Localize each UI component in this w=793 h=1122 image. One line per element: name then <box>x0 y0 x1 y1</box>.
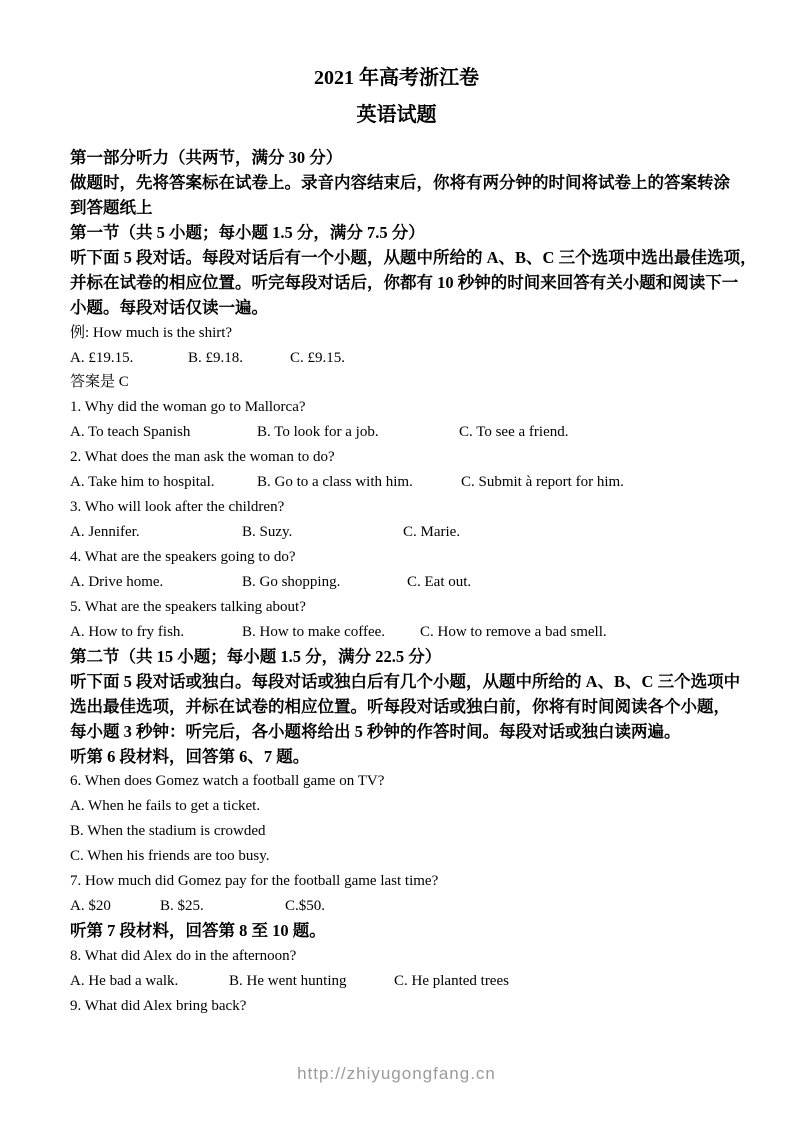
option-a: A. Jennifer. <box>70 524 140 541</box>
question-7: 7. How much did Gomez pay for the football game last time? <box>70 873 439 890</box>
section1-heading: 第一节（共 5 小题；每小题 1.5 分，满分 7.5 分） <box>70 222 425 242</box>
question-2-options-row <box>70 470 723 495</box>
question-6-option-b: B. When the stadium is crowded <box>70 823 266 840</box>
section2-instructions-line-1: 听下面 5 段对话或独白。每段对话或独白后有几个小题，从题中所给的 A、B、C 三个选项中 <box>70 671 741 691</box>
option-b: B. Suzy. <box>242 524 293 541</box>
section2-heading: 第二节（共 15 小题；每小题 1.5 分，满分 22.5 分） <box>70 646 442 666</box>
question-3-options-row <box>70 520 723 545</box>
option-c: C. Marie. <box>403 524 461 541</box>
question-8: 8. What did Alex do in the afternoon? <box>70 948 297 964</box>
question-5-options-row <box>70 620 723 645</box>
watermark-url: http://zhiyugongfang.cn <box>297 1064 496 1083</box>
option-a: A. $20 <box>70 898 111 915</box>
option-b: B. $25. <box>160 898 204 915</box>
section1-instructions-line-3: 小题。每段对话仅读一遍。 <box>70 297 268 317</box>
option-c: C. He planted trees <box>394 972 509 989</box>
section1-instructions-line-1: 听下面 5 段对话。每段对话后有一个小题，从题中所给的 A、B、C 三个选项中选出最佳选项， <box>70 247 757 267</box>
question-8-options-row <box>70 969 723 994</box>
option-a: A. £19.15. <box>70 349 134 366</box>
question-6-option-a: A. When he fails to get a ticket. <box>70 798 261 815</box>
option-c: C.$50. <box>285 898 326 915</box>
option-b: B. Go to a class with him. <box>257 474 413 491</box>
option-b: B. £9.18. <box>188 349 244 366</box>
section2-instructions-line-2: 选出最佳选项，并标在试卷的相应位置。听每段对话或独白前，你将有时间阅读各个小题， <box>70 696 730 716</box>
material-7-prompt: 听第 7 段材料，回答第 8 至 10 题。 <box>70 921 326 941</box>
question-4: 4. What are the speakers going to do? <box>70 549 296 565</box>
option-a: A. Drive home. <box>70 573 164 590</box>
exam-body <box>70 146 757 1019</box>
question-1-options-row <box>70 420 723 445</box>
option-a: A. How to fry fish. <box>70 623 185 640</box>
question-6: 6. When does Gomez watch a football game on TV? <box>70 773 385 790</box>
example-options-row <box>70 346 723 371</box>
section1-instructions-line-2: 并标在试卷的相应位置。听完每段对话后，你都有 10 秒钟的时间来回答有关小题和阅读下一 <box>70 272 739 292</box>
part1-listening-heading: 第一部分听力（共两节，满分 30 分） <box>70 148 343 167</box>
material-6-prompt: 听第 6 段材料，回答第 6、7 题。 <box>70 746 310 766</box>
page-subtitle: 英语试题 <box>356 104 437 126</box>
option-b: B. Go shopping. <box>242 573 341 590</box>
option-c: C. £9.15. <box>290 349 346 366</box>
option-b: B. How to make coffee. <box>242 623 386 640</box>
example-question: 例: How much is the shirt? <box>70 324 233 341</box>
question-3: 3. Who will look after the children? <box>70 499 285 516</box>
question-7-options-row <box>70 894 723 919</box>
question-1: 1. Why did the woman go to Mallorca? <box>70 399 306 416</box>
section2-instructions-line-3: 每小题 3 秒钟：听完后，各小题将给出 5 秒钟的作答时间。每段对话或独白读两遍。 <box>70 721 681 741</box>
option-b: B. To look for a job. <box>257 424 379 441</box>
question-9: 9. What did Alex bring back? <box>70 997 247 1014</box>
part1-instructions-line-1: 做题时，先将答案标在试卷上。录音内容结束后，你将有两分钟的时间将试卷上的答案转涂 <box>70 172 730 192</box>
option-a: A. Take him to hospital. <box>70 474 215 491</box>
option-c: C. Submit à report for him. <box>461 474 624 491</box>
option-b: B. He went hunting <box>229 972 347 989</box>
question-5: 5. What are the speakers talking about? <box>70 598 306 615</box>
option-a: A. To teach Spanish <box>70 424 191 441</box>
option-c: C. How to remove a bad smell. <box>420 623 607 640</box>
option-a: A. He bad a walk. <box>70 972 179 989</box>
option-c: C. Eat out. <box>407 573 472 590</box>
question-2: 2. What does the man ask the woman to do? <box>70 449 335 466</box>
option-c: C. To see a friend. <box>459 424 569 441</box>
question-6-option-c: C. When his friends are too busy. <box>70 848 270 865</box>
example-answer: 答案是 C <box>70 374 129 391</box>
question-4-options-row <box>70 570 723 595</box>
page-title: 2021 年高考浙江卷 <box>314 67 479 89</box>
part1-instructions-line-2: 到答题纸上 <box>70 197 153 217</box>
